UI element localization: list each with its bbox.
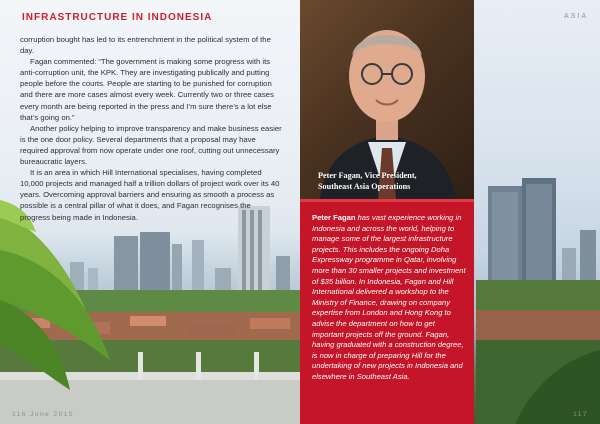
bio-description: has vast experience working in Indonesia and across the world, helping to manage some of the largest infrastructure projects. This includes the ongoing Doha Expressway programme in Qatar, involving more than 30 smaller projects and investment of $35 billion. In Indonesia, Fagan and Hill International delivered a workshop to the Ministry of Finance, drawing on company expertise from London and Hong Kong to advise the department on how to get important projects off the ground. Fagan, having graduated with a construction degree, is now in charge of preparing Hill for the undertaking of new projects in Indonesia and elsewhere in Southeast Asia.: [312, 213, 466, 381]
balcony-post: [196, 352, 201, 380]
page-number-right: 117: [573, 411, 588, 418]
building-window-column: [250, 210, 254, 300]
region-label: ASIA: [564, 13, 588, 20]
building-window-column: [258, 210, 262, 300]
roof: [190, 324, 234, 336]
photo-caption: [318, 170, 417, 192]
tower-glass: [526, 184, 552, 296]
roof: [250, 318, 290, 329]
portrait-photo: [300, 0, 474, 199]
bio-box-top-rule: [300, 199, 474, 202]
balcony-post: [254, 352, 259, 380]
article-paragraph: Another policy helping to improve transparency and make business easier is the one door policy. Several departments that a proposal may have required approval from now operate under one roof, cutting out unnecessary bureaucratic layers.: [20, 123, 282, 167]
article-paragraph: It is an area in which Hill International specialises, having completed 10,000 projects and managed half a trillion dollars of project work over its 40 years. Overcoming approval barriers and ensuring as smooth a process as possible is a central pillar of what it does, and Fagan recognises the progress being made in Indonesia.: [20, 168, 280, 222]
caption-name: Peter Fagan, Vice President,: [318, 171, 417, 180]
article-paragraph: Fagan commented: “The government is making some progress with its anti-corruption unit, the KPK. They are investigating publically and putting people before the courts. People are starting to be punished for corruption and there are more cases almost every week. Currently two or three cases every month are being reported in the press and I’m sure there’s a lot else that’s going on.”: [20, 57, 274, 122]
building-window-column: [242, 210, 246, 300]
bio-text: [312, 213, 468, 383]
page-number-left: 116 June 2015: [12, 411, 75, 418]
balcony-post: [138, 352, 143, 380]
article-body: [20, 34, 282, 223]
caption-role: Southeast Asia Operations: [318, 182, 411, 191]
article-paragraph: corruption bought has led to its entrenchment in the political system of the day.: [20, 35, 271, 56]
section-title: INFRASTRUCTURE IN INDONESIA: [22, 12, 213, 23]
bio-name: Peter Fagan: [312, 213, 356, 222]
roof: [130, 316, 166, 326]
